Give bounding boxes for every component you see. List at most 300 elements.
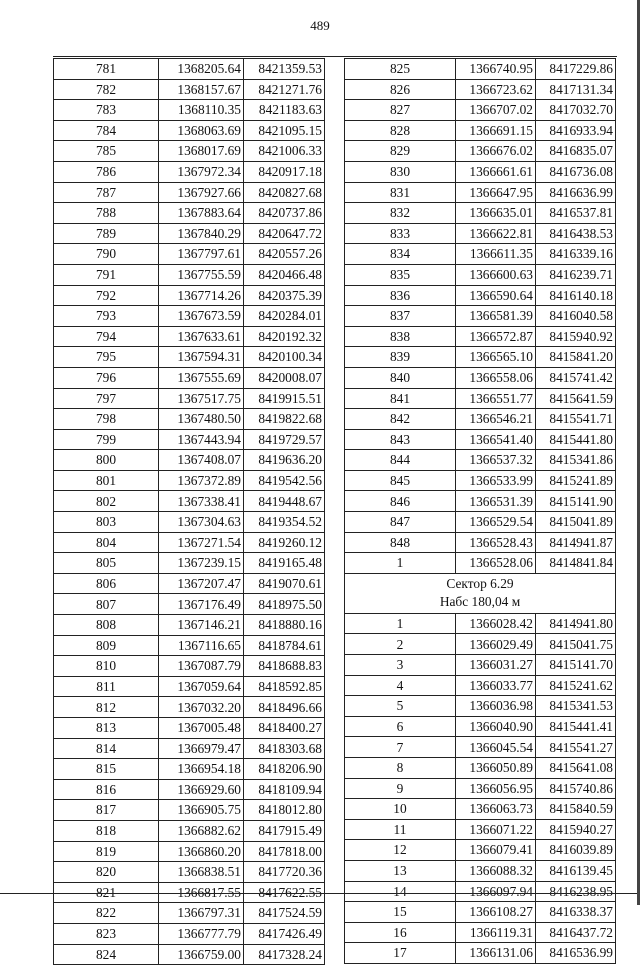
- point-number-cell: 812: [54, 697, 159, 718]
- x-coordinate-cell: 1366537.32: [456, 450, 536, 471]
- table-row: [54, 676, 325, 697]
- table-row: [345, 367, 616, 388]
- table-row: [54, 615, 325, 636]
- point-number-cell: 842: [345, 409, 456, 430]
- x-coordinate-cell: 1366635.01: [456, 203, 536, 224]
- table-row: [345, 306, 616, 327]
- point-number-cell: 12: [345, 840, 456, 861]
- point-number-cell: 840: [345, 367, 456, 388]
- table-row: [345, 675, 616, 696]
- point-number-cell: 824: [54, 944, 159, 965]
- x-coordinate-cell: 1367840.29: [159, 223, 244, 244]
- x-coordinate-cell: 1366040.90: [456, 716, 536, 737]
- point-number-cell: 784: [54, 120, 159, 141]
- table-row: [54, 470, 325, 491]
- table-row: [54, 285, 325, 306]
- table-row: [345, 532, 616, 553]
- x-coordinate-cell: 1366600.63: [456, 264, 536, 285]
- point-number-cell: 817: [54, 800, 159, 821]
- x-coordinate-cell: 1366029.49: [456, 634, 536, 655]
- sector-title: Сектор 6.29: [446, 576, 514, 592]
- x-coordinate-cell: 1367883.64: [159, 203, 244, 224]
- table-row: [345, 860, 616, 881]
- point-number-cell: 794: [54, 326, 159, 347]
- x-coordinate-cell: 1366079.41: [456, 840, 536, 861]
- x-coordinate-cell: 1367032.20: [159, 697, 244, 718]
- sector-header-cell: [345, 573, 616, 613]
- y-coordinate-cell: 8419822.68: [244, 409, 325, 430]
- table-row: [54, 800, 325, 821]
- table-row: [345, 429, 616, 450]
- y-coordinate-cell: 8417229.86: [536, 59, 616, 80]
- y-coordinate-cell: 8420192.32: [244, 326, 325, 347]
- point-number-cell: 810: [54, 656, 159, 677]
- y-coordinate-cell: 8417524.59: [244, 903, 325, 924]
- x-coordinate-cell: 1366929.60: [159, 779, 244, 800]
- x-coordinate-cell: 1367271.54: [159, 532, 244, 553]
- page-number: 489: [310, 18, 330, 33]
- y-coordinate-cell: 8418496.66: [244, 697, 325, 718]
- x-coordinate-cell: 1366797.31: [159, 903, 244, 924]
- table-row: [345, 922, 616, 943]
- point-number-cell: 807: [54, 594, 159, 615]
- x-coordinate-cell: 1367087.79: [159, 656, 244, 677]
- point-number-cell: 800: [54, 450, 159, 471]
- y-coordinate-cell: 8415441.41: [536, 716, 616, 737]
- x-coordinate-cell: 1366071.22: [456, 819, 536, 840]
- point-number-cell: 792: [54, 285, 159, 306]
- point-number-cell: 5: [345, 696, 456, 717]
- table-row: [54, 141, 325, 162]
- point-number-cell: 820: [54, 862, 159, 883]
- coordinates-table-left: [53, 58, 325, 965]
- x-coordinate-cell: 1366528.06: [456, 553, 536, 574]
- y-coordinate-cell: 8416339.16: [536, 244, 616, 265]
- point-number-cell: 795: [54, 347, 159, 368]
- x-coordinate-cell: 1366108.27: [456, 902, 536, 923]
- point-number-cell: 835: [345, 264, 456, 285]
- x-coordinate-cell: 1366088.32: [456, 860, 536, 881]
- table-row: [54, 779, 325, 800]
- x-coordinate-cell: 1366546.21: [456, 409, 536, 430]
- table-row: [345, 100, 616, 121]
- point-number-cell: 837: [345, 306, 456, 327]
- y-coordinate-cell: 8415141.90: [536, 491, 616, 512]
- point-number-cell: 826: [345, 79, 456, 100]
- table-row: [345, 737, 616, 758]
- table-row: [54, 120, 325, 141]
- y-coordinate-cell: 8415541.27: [536, 737, 616, 758]
- y-coordinate-cell: 8418303.68: [244, 738, 325, 759]
- y-coordinate-cell: 8417622.55: [244, 882, 325, 903]
- x-coordinate-cell: 1367517.75: [159, 388, 244, 409]
- point-number-cell: 822: [54, 903, 159, 924]
- table-row: [345, 79, 616, 100]
- y-coordinate-cell: 8414941.80: [536, 613, 616, 634]
- point-number-cell: 788: [54, 203, 159, 224]
- y-coordinate-cell: 8418688.83: [244, 656, 325, 677]
- table-row: [54, 388, 325, 409]
- table-row: [54, 161, 325, 182]
- table-row: [345, 388, 616, 409]
- x-coordinate-cell: 1366558.06: [456, 367, 536, 388]
- point-number-cell: 811: [54, 676, 159, 697]
- y-coordinate-cell: 8416437.72: [536, 922, 616, 943]
- x-coordinate-cell: 1367176.49: [159, 594, 244, 615]
- top-rule: [53, 56, 617, 57]
- point-number-cell: 821: [54, 882, 159, 903]
- x-coordinate-cell: 1367555.69: [159, 367, 244, 388]
- x-coordinate-cell: 1366581.39: [456, 306, 536, 327]
- x-coordinate-cell: 1368017.69: [159, 141, 244, 162]
- point-number-cell: 847: [345, 512, 456, 533]
- coordinates-table-right: [344, 58, 616, 964]
- x-coordinate-cell: 1367005.48: [159, 718, 244, 739]
- table-row: [54, 182, 325, 203]
- y-coordinate-cell: 8419542.56: [244, 470, 325, 491]
- table-row: [345, 819, 616, 840]
- y-coordinate-cell: 8416933.94: [536, 120, 616, 141]
- y-coordinate-cell: 8416238.95: [536, 881, 616, 902]
- y-coordinate-cell: 8416239.71: [536, 264, 616, 285]
- x-coordinate-cell: 1366533.99: [456, 470, 536, 491]
- point-number-cell: 10: [345, 799, 456, 820]
- y-coordinate-cell: 8416537.81: [536, 203, 616, 224]
- point-number-cell: 789: [54, 223, 159, 244]
- y-coordinate-cell: 8420008.07: [244, 367, 325, 388]
- y-coordinate-cell: 8415541.71: [536, 409, 616, 430]
- table-row: [54, 59, 325, 80]
- y-coordinate-cell: 8416039.89: [536, 840, 616, 861]
- x-coordinate-cell: 1367443.94: [159, 429, 244, 450]
- x-coordinate-cell: 1367116.65: [159, 635, 244, 656]
- y-coordinate-cell: 8417426.49: [244, 923, 325, 944]
- point-number-cell: 798: [54, 409, 159, 430]
- x-coordinate-cell: 1367714.26: [159, 285, 244, 306]
- y-coordinate-cell: 8416338.37: [536, 902, 616, 923]
- table-row: [54, 367, 325, 388]
- y-coordinate-cell: 8419915.51: [244, 388, 325, 409]
- x-coordinate-cell: 1367927.66: [159, 182, 244, 203]
- x-coordinate-cell: 1366954.18: [159, 759, 244, 780]
- point-number-cell: 813: [54, 718, 159, 739]
- point-number-cell: 832: [345, 203, 456, 224]
- point-number-cell: 3: [345, 655, 456, 676]
- table-row: [345, 943, 616, 964]
- y-coordinate-cell: 8417131.34: [536, 79, 616, 100]
- x-coordinate-cell: 1366036.98: [456, 696, 536, 717]
- y-coordinate-cell: 8415741.42: [536, 367, 616, 388]
- x-coordinate-cell: 1366723.62: [456, 79, 536, 100]
- point-number-cell: 803: [54, 512, 159, 533]
- table-row: [54, 697, 325, 718]
- table-row: [345, 450, 616, 471]
- table-row: [345, 141, 616, 162]
- y-coordinate-cell: 8417915.49: [244, 820, 325, 841]
- point-number-cell: 802: [54, 491, 159, 512]
- point-number-cell: 806: [54, 573, 159, 594]
- point-number-cell: 6: [345, 716, 456, 737]
- y-coordinate-cell: 8420827.68: [244, 182, 325, 203]
- y-coordinate-cell: 8420375.39: [244, 285, 325, 306]
- table-row: [54, 594, 325, 615]
- y-coordinate-cell: 8415840.59: [536, 799, 616, 820]
- point-number-cell: 825: [345, 59, 456, 80]
- x-coordinate-cell: 1367207.47: [159, 573, 244, 594]
- x-coordinate-cell: 1367304.63: [159, 512, 244, 533]
- point-number-cell: 830: [345, 161, 456, 182]
- y-coordinate-cell: 8421006.33: [244, 141, 325, 162]
- table-row: [54, 635, 325, 656]
- table-row: [54, 203, 325, 224]
- point-number-cell: 796: [54, 367, 159, 388]
- y-coordinate-cell: 8415841.20: [536, 347, 616, 368]
- point-number-cell: 786: [54, 161, 159, 182]
- y-coordinate-cell: 8421183.63: [244, 100, 325, 121]
- point-number-cell: 816: [54, 779, 159, 800]
- x-coordinate-cell: 1366979.47: [159, 738, 244, 759]
- y-coordinate-cell: 8414941.87: [536, 532, 616, 553]
- x-coordinate-cell: 1367480.50: [159, 409, 244, 430]
- y-coordinate-cell: 8419260.12: [244, 532, 325, 553]
- table-row: [54, 944, 325, 965]
- sector-header-row: [345, 573, 616, 613]
- y-coordinate-cell: 8418592.85: [244, 676, 325, 697]
- y-coordinate-cell: 8415341.53: [536, 696, 616, 717]
- table-row: [54, 223, 325, 244]
- point-number-cell: 841: [345, 388, 456, 409]
- point-number-cell: 791: [54, 264, 159, 285]
- table-row: [345, 655, 616, 676]
- point-number-cell: 797: [54, 388, 159, 409]
- point-number-cell: 834: [345, 244, 456, 265]
- table-row: [54, 491, 325, 512]
- x-coordinate-cell: 1368205.64: [159, 59, 244, 80]
- y-coordinate-cell: 8415141.70: [536, 655, 616, 676]
- y-coordinate-cell: 8420466.48: [244, 264, 325, 285]
- x-coordinate-cell: 1366691.15: [456, 120, 536, 141]
- x-coordinate-cell: 1367797.61: [159, 244, 244, 265]
- y-coordinate-cell: 8416040.58: [536, 306, 616, 327]
- table-row: [54, 718, 325, 739]
- point-number-cell: 785: [54, 141, 159, 162]
- x-coordinate-cell: 1366050.89: [456, 758, 536, 779]
- point-number-cell: 844: [345, 450, 456, 471]
- x-coordinate-cell: 1366647.95: [456, 182, 536, 203]
- table-row: [345, 264, 616, 285]
- point-number-cell: 1: [345, 553, 456, 574]
- point-number-cell: 846: [345, 491, 456, 512]
- table-row: [345, 758, 616, 779]
- table-row: [345, 512, 616, 533]
- point-number-cell: 781: [54, 59, 159, 80]
- point-number-cell: 16: [345, 922, 456, 943]
- table-row: [54, 100, 325, 121]
- point-number-cell: 828: [345, 120, 456, 141]
- table-row: [54, 820, 325, 841]
- x-coordinate-cell: 1368110.35: [159, 100, 244, 121]
- point-number-cell: 11: [345, 819, 456, 840]
- table-row: [54, 429, 325, 450]
- table-row: [345, 799, 616, 820]
- point-number-cell: 799: [54, 429, 159, 450]
- y-coordinate-cell: 8420917.18: [244, 161, 325, 182]
- point-number-cell: 827: [345, 100, 456, 121]
- table-row: [345, 881, 616, 902]
- y-coordinate-cell: 8417032.70: [536, 100, 616, 121]
- x-coordinate-cell: 1366033.77: [456, 675, 536, 696]
- x-coordinate-cell: 1366622.81: [456, 223, 536, 244]
- y-coordinate-cell: 8415740.86: [536, 778, 616, 799]
- y-coordinate-cell: 8416139.45: [536, 860, 616, 881]
- x-coordinate-cell: 1366131.06: [456, 943, 536, 964]
- table-row: [54, 264, 325, 285]
- x-coordinate-cell: 1366611.35: [456, 244, 536, 265]
- table-row: [345, 182, 616, 203]
- x-coordinate-cell: 1366860.20: [159, 841, 244, 862]
- y-coordinate-cell: 8415940.27: [536, 819, 616, 840]
- point-number-cell: 818: [54, 820, 159, 841]
- y-coordinate-cell: 8416438.53: [536, 223, 616, 244]
- point-number-cell: 845: [345, 470, 456, 491]
- y-coordinate-cell: 8415940.92: [536, 326, 616, 347]
- x-coordinate-cell: 1367239.15: [159, 553, 244, 574]
- table-row: [345, 613, 616, 634]
- y-coordinate-cell: 8415241.62: [536, 675, 616, 696]
- table-row: [345, 161, 616, 182]
- table-row: [345, 326, 616, 347]
- y-coordinate-cell: 8415341.86: [536, 450, 616, 471]
- y-coordinate-cell: 8416636.99: [536, 182, 616, 203]
- x-coordinate-cell: 1367673.59: [159, 306, 244, 327]
- table-row: [345, 203, 616, 224]
- y-coordinate-cell: 8417818.00: [244, 841, 325, 862]
- x-coordinate-cell: 1366119.31: [456, 922, 536, 943]
- x-coordinate-cell: 1366056.95: [456, 778, 536, 799]
- x-coordinate-cell: 1368157.67: [159, 79, 244, 100]
- x-coordinate-cell: 1366882.62: [159, 820, 244, 841]
- point-number-cell: 787: [54, 182, 159, 203]
- x-coordinate-cell: 1367372.89: [159, 470, 244, 491]
- point-number-cell: 838: [345, 326, 456, 347]
- x-coordinate-cell: 1366063.73: [456, 799, 536, 820]
- x-coordinate-cell: 1366028.42: [456, 613, 536, 634]
- table-row: [54, 244, 325, 265]
- point-number-cell: 833: [345, 223, 456, 244]
- table-row: [54, 512, 325, 533]
- table-row: [345, 59, 616, 80]
- y-coordinate-cell: 8420100.34: [244, 347, 325, 368]
- table-row: [345, 223, 616, 244]
- x-coordinate-cell: 1367408.07: [159, 450, 244, 471]
- x-coordinate-cell: 1366565.10: [456, 347, 536, 368]
- bottom-rule: [0, 893, 640, 894]
- x-coordinate-cell: 1366541.40: [456, 429, 536, 450]
- x-coordinate-cell: 1367633.61: [159, 326, 244, 347]
- x-coordinate-cell: 1366676.02: [456, 141, 536, 162]
- table-row: [345, 244, 616, 265]
- point-number-cell: 1: [345, 613, 456, 634]
- point-number-cell: 848: [345, 532, 456, 553]
- x-coordinate-cell: 1367972.34: [159, 161, 244, 182]
- point-number-cell: 814: [54, 738, 159, 759]
- y-coordinate-cell: 8420557.26: [244, 244, 325, 265]
- y-coordinate-cell: 8418109.94: [244, 779, 325, 800]
- table-row: [345, 470, 616, 491]
- point-number-cell: 17: [345, 943, 456, 964]
- table-row: [54, 903, 325, 924]
- y-coordinate-cell: 8417720.36: [244, 862, 325, 883]
- point-number-cell: 783: [54, 100, 159, 121]
- point-number-cell: 14: [345, 881, 456, 902]
- point-number-cell: 804: [54, 532, 159, 553]
- table-row: [345, 409, 616, 430]
- table-row: [54, 738, 325, 759]
- y-coordinate-cell: 8415041.75: [536, 634, 616, 655]
- y-coordinate-cell: 8416536.99: [536, 943, 616, 964]
- y-coordinate-cell: 8418880.16: [244, 615, 325, 636]
- x-coordinate-cell: 1366661.61: [456, 161, 536, 182]
- y-coordinate-cell: 8419636.20: [244, 450, 325, 471]
- table-row: [345, 696, 616, 717]
- table-row: [345, 716, 616, 737]
- x-coordinate-cell: 1367059.64: [159, 676, 244, 697]
- point-number-cell: 831: [345, 182, 456, 203]
- sector-height: Набс 180,04 м: [439, 594, 521, 610]
- point-number-cell: 836: [345, 285, 456, 306]
- point-number-cell: 790: [54, 244, 159, 265]
- y-coordinate-cell: 8416835.07: [536, 141, 616, 162]
- y-coordinate-cell: 8415441.80: [536, 429, 616, 450]
- x-coordinate-cell: 1366905.75: [159, 800, 244, 821]
- table-row: [54, 862, 325, 883]
- y-coordinate-cell: 8417328.24: [244, 944, 325, 965]
- table-row: [54, 450, 325, 471]
- table-row: [54, 532, 325, 553]
- y-coordinate-cell: 8418012.80: [244, 800, 325, 821]
- table-row: [54, 759, 325, 780]
- x-coordinate-cell: 1366740.95: [456, 59, 536, 80]
- point-number-cell: 782: [54, 79, 159, 100]
- y-coordinate-cell: 8420737.86: [244, 203, 325, 224]
- y-coordinate-cell: 8418784.61: [244, 635, 325, 656]
- x-coordinate-cell: 1367338.41: [159, 491, 244, 512]
- point-number-cell: 7: [345, 737, 456, 758]
- y-coordinate-cell: 8421095.15: [244, 120, 325, 141]
- point-number-cell: 829: [345, 141, 456, 162]
- x-coordinate-cell: 1366777.79: [159, 923, 244, 944]
- x-coordinate-cell: 1367755.59: [159, 264, 244, 285]
- x-coordinate-cell: 1366838.51: [159, 862, 244, 883]
- x-coordinate-cell: 1366529.54: [456, 512, 536, 533]
- y-coordinate-cell: 8414841.84: [536, 553, 616, 574]
- y-coordinate-cell: 8419448.67: [244, 491, 325, 512]
- point-number-cell: 793: [54, 306, 159, 327]
- x-coordinate-cell: 1366707.02: [456, 100, 536, 121]
- x-coordinate-cell: 1366531.39: [456, 491, 536, 512]
- y-coordinate-cell: 8415041.89: [536, 512, 616, 533]
- x-coordinate-cell: 1367594.31: [159, 347, 244, 368]
- y-coordinate-cell: 8421271.76: [244, 79, 325, 100]
- table-row: [54, 923, 325, 944]
- point-number-cell: 815: [54, 759, 159, 780]
- y-coordinate-cell: 8420647.72: [244, 223, 325, 244]
- table-row: [345, 491, 616, 512]
- y-coordinate-cell: 8421359.53: [244, 59, 325, 80]
- table-row: [54, 553, 325, 574]
- point-number-cell: 15: [345, 902, 456, 923]
- y-coordinate-cell: 8418206.90: [244, 759, 325, 780]
